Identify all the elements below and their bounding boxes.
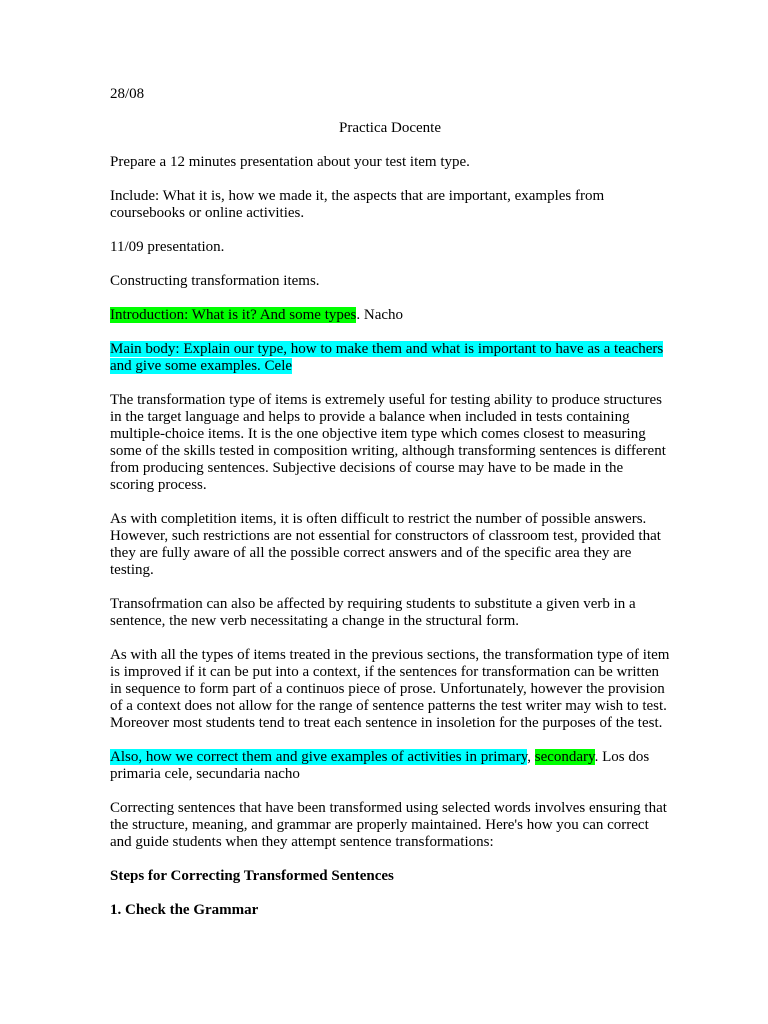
heading-grammar: 1. Check the Grammar — [110, 902, 259, 918]
paragraph-topic: Constructing transformation items. — [110, 273, 320, 289]
also-rest: . Los dos primaria cele, secundaria nacho — [110, 749, 650, 782]
paragraph-include: Include: What it is, how we made it, the aspects that are important, examples from coursebooks or online activities. — [110, 188, 605, 221]
paragraph-introduction — [110, 307, 670, 324]
document-page — [110, 86, 670, 936]
document-date: 28/08 — [110, 86, 145, 102]
also-comma: , — [527, 749, 535, 765]
also-highlight-cyan: Also, how we correct them and give examples of activities in primary — [110, 749, 528, 765]
paragraph-context: As with all the types of items treated in the previous sections, the transformation type of item is improved if it can be put into a context, if the sentences for transformation can be written in sequence to form part of a continuos piece of prose. Unfortunately, however the provision of a context does not allow for the range of sentence patterns the test writer may wish to test. Moreover most students tend to treat each sentence in insoletion for the purposes of the test. — [110, 647, 670, 731]
also-highlight-green: secondary — [534, 749, 595, 765]
main-body-highlight: Main body: Explain our type, how to make them and what is important to have as a teachers and give some examples. Cele — [110, 341, 664, 374]
paragraph-presentation-date: 11/09 presentation. — [110, 239, 225, 255]
paragraph-substitute: Transofrmation can also be affected by requiring students to substitute a given verb in a sentence, the new verb necessitating a change in the structural form. — [110, 596, 636, 629]
paragraph-completion: As with completition items, it is often difficult to restrict the number of possible answers. However, such restrictions are not essential for constructors of classroom test, provided that they are fully aware of all the possible correct answers and of the specific area they are testing. — [110, 511, 661, 578]
paragraph-transformation: The transformation type of items is extremely useful for testing ability to produce structures in the target language and helps to provide a balance when included in tests containing multiple-choice items. It is the one objective item type which comes closest to measuring some of the skills tested in composition writing, although transforming sentences is different from producing sentences. Subjective decisions of course may have to be made in the scoring process. — [110, 392, 666, 493]
heading-steps: Steps for Correcting Transformed Sentences — [110, 868, 394, 884]
paragraph-main-body — [110, 341, 670, 375]
paragraph-also — [110, 749, 670, 783]
paragraph-assignment: Prepare a 12 minutes presentation about your test item type. — [110, 154, 470, 170]
introduction-highlight: Introduction: What is it? And some types — [110, 307, 357, 323]
introduction-rest: . Nacho — [356, 307, 404, 323]
document-title: Practica Docente — [338, 120, 442, 136]
paragraph-correcting: Correcting sentences that have been transformed using selected words involves ensuring that the structure, meaning, and grammar are properly maintained. Here's how you can correct and guide students when they attempt sentence transformations: — [110, 800, 667, 850]
